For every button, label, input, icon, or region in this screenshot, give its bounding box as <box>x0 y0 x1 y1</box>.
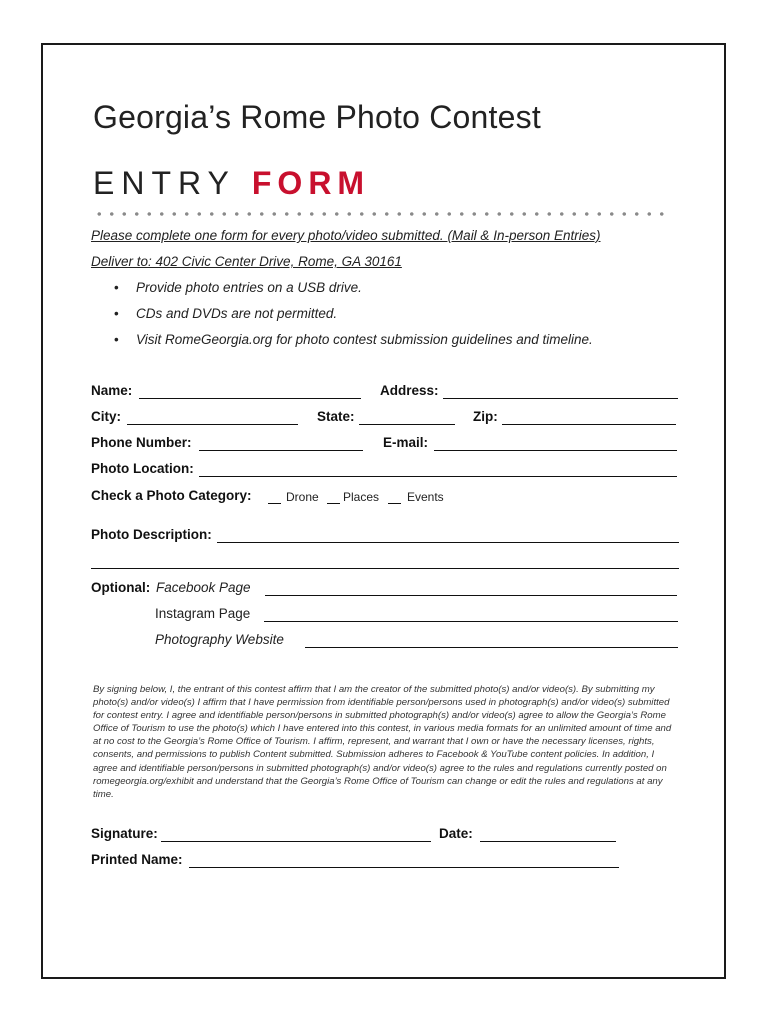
state-field[interactable] <box>359 424 455 425</box>
phone-label: Phone Number: <box>91 435 192 450</box>
city-label: City: <box>91 409 121 424</box>
email-field[interactable] <box>434 450 677 451</box>
category-places: Places <box>343 490 380 504</box>
consent-legal-text: By signing below, I, the entrant of this contest affirm that I am the creator of the submitted photo(s) and/or video(s). By submitting my photo(s) and/or video(s) I affirm that I have permission from identifiable person/persons used in photograph(s) and/or video(s) submitted for contest entry. I agree and identifiable person/persons in submitted photograph(s) and/or video(s) agree to allow the Georgia’s Rome Office of Tourism to use the photo(s) which I have entered into this contest, in various media formats for an unlimited amount of time and at no cost to the Georgia’s Rome Office of Tourism. I affirm, represent, and warrant that I own or have the necessary licenses, rights, consents, and permissions to publish Content submitted. Submission adheres to Facebook & YouTube content policies. In addition, I agree and identifiable person/persons in submitted photograph(s) and/or video(s) agree to the rules and regulations currently posted on romegeorgia.org/exhibit and understand that the Georgia’s Rome Office of Tourism can change or edit the rules and regulations at any time. <box>93 684 672 800</box>
photography-website-field[interactable] <box>305 647 678 648</box>
bullet-icon: • <box>114 280 119 295</box>
entry-form-page <box>41 43 726 979</box>
photo-description-field[interactable] <box>217 542 679 543</box>
instruction-line-2: Deliver to: 402 Civic Center Drive, Rome, GA 30161 <box>91 254 402 269</box>
dotted-divider <box>93 211 669 217</box>
zip-label: Zip: <box>473 409 498 424</box>
zip-field[interactable] <box>502 424 676 425</box>
instagram-page-field[interactable] <box>264 621 678 622</box>
entry-form-heading <box>93 165 370 202</box>
date-field[interactable] <box>480 841 616 842</box>
optional-label: Optional: <box>91 580 151 595</box>
state-label: State: <box>317 409 355 424</box>
photo-category-label: Check a Photo Category: <box>91 488 252 503</box>
address-label: Address: <box>380 383 439 398</box>
bullet-item <box>114 280 362 295</box>
bullet-item <box>114 306 338 321</box>
phone-field[interactable] <box>199 450 363 451</box>
photo-location-field[interactable] <box>199 476 677 477</box>
photo-description-field-line-2[interactable] <box>91 568 679 569</box>
name-field[interactable] <box>139 398 361 399</box>
category-events: Events <box>407 490 444 504</box>
page-title: Georgia’s Rome Photo Contest <box>93 99 541 135</box>
bullet-item <box>114 332 593 347</box>
bullet-text: CDs and DVDs are not permitted. <box>136 306 338 321</box>
instagram-page-label: Instagram Page <box>155 606 251 621</box>
city-field[interactable] <box>127 424 298 425</box>
address-field[interactable] <box>443 398 678 399</box>
email-label: E-mail: <box>383 435 429 450</box>
bullet-icon: • <box>114 332 119 347</box>
photo-location-label: Photo Location: <box>91 461 194 476</box>
category-events-checkline[interactable] <box>388 503 401 504</box>
bullet-text: Visit RomeGeorgia.org for photo contest submission guidelines and timeline. <box>136 332 593 347</box>
photography-website-label: Photography Website <box>155 632 284 647</box>
entry-word: ENTRY <box>93 165 236 201</box>
category-places-checkline[interactable] <box>327 503 340 504</box>
category-drone-checkline[interactable] <box>268 503 281 504</box>
facebook-page-label: Facebook Page <box>156 580 251 595</box>
date-label: Date: <box>439 826 473 841</box>
printed-name-label: Printed Name: <box>91 852 183 867</box>
bullet-icon: • <box>114 306 119 321</box>
printed-name-field[interactable] <box>189 867 619 868</box>
signature-label: Signature: <box>91 826 158 841</box>
category-drone: Drone <box>286 490 319 504</box>
facebook-page-field[interactable] <box>265 595 677 596</box>
signature-field[interactable] <box>161 841 431 842</box>
form-word: FORM <box>251 165 371 201</box>
photo-description-label: Photo Description: <box>91 527 212 542</box>
bullet-text: Provide photo entries on a USB drive. <box>136 280 362 295</box>
instruction-line-1: Please complete one form for every photo/video submitted. (Mail & In-person Entries) <box>91 228 601 243</box>
name-label: Name: <box>91 383 133 398</box>
